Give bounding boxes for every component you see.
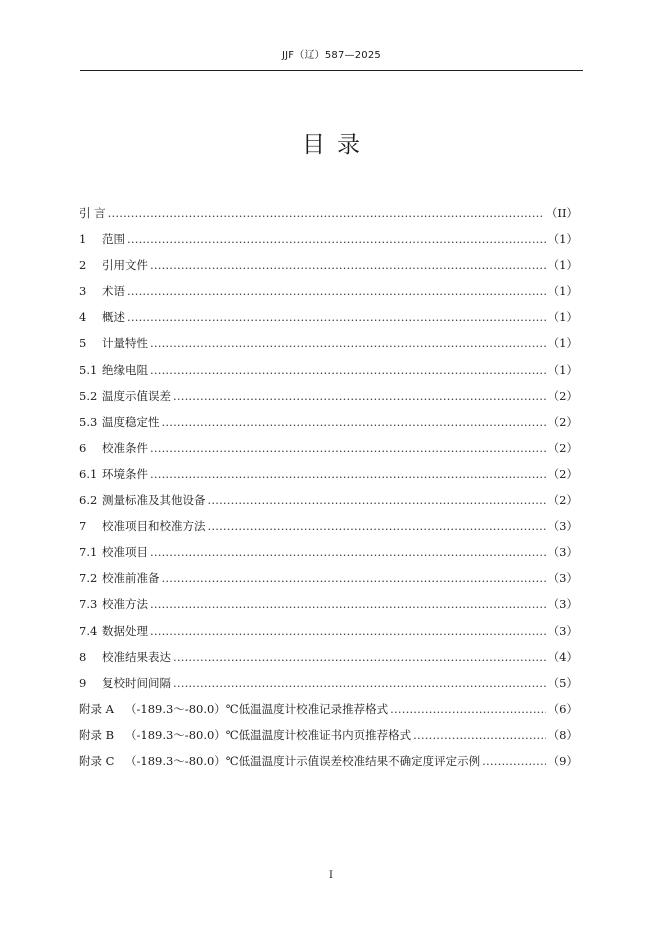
toc-entry-page: （4） bbox=[547, 649, 578, 664]
toc-entry-title: 校准项目 bbox=[102, 545, 148, 560]
toc-entry-page: （3） bbox=[547, 597, 578, 612]
toc-entry-number: 附录 B bbox=[79, 727, 115, 742]
toc-entry-page: （2） bbox=[547, 388, 578, 403]
toc-leader-dots bbox=[150, 545, 546, 559]
toc-leader-dots bbox=[127, 284, 546, 298]
toc-entry-number: 7.2 bbox=[79, 571, 98, 586]
toc-entry-page: （3） bbox=[547, 571, 578, 586]
page-title: 目录 bbox=[302, 132, 372, 158]
toc-entry-page: （5） bbox=[547, 675, 578, 690]
toc-entry-page: （3） bbox=[547, 623, 578, 638]
toc-entry[interactable] bbox=[79, 231, 578, 257]
toc-leader-dots bbox=[482, 754, 546, 768]
toc-entry[interactable] bbox=[79, 649, 578, 675]
toc-entry-number: 7 bbox=[79, 519, 87, 534]
toc-leader-dots bbox=[173, 650, 546, 664]
toc-entry[interactable] bbox=[79, 753, 578, 779]
toc-entry-title: 校准前准备 bbox=[102, 571, 160, 586]
toc-entry-page: （II） bbox=[545, 206, 578, 220]
toc-entry[interactable] bbox=[79, 466, 578, 492]
toc-entry-number: 8 bbox=[79, 649, 87, 664]
toc-entry-page: （1） bbox=[547, 362, 578, 377]
table-of-contents bbox=[79, 205, 578, 779]
toc-entry-page: （2） bbox=[547, 466, 578, 481]
toc-entry-page: （1） bbox=[547, 232, 578, 247]
toc-entry-number: 5 bbox=[79, 336, 87, 351]
toc-entry-title: 校准项目和校准方法 bbox=[102, 519, 206, 534]
toc-leader-dots bbox=[162, 571, 546, 585]
toc-entry-page: （8） bbox=[547, 727, 578, 742]
toc-entry-page: （2） bbox=[547, 440, 578, 455]
toc-entry-title: 数据处理 bbox=[102, 623, 148, 638]
toc-entry-page: （1） bbox=[547, 336, 578, 351]
page-number: I bbox=[329, 870, 333, 881]
toc-entry-title: 温度示值误差 bbox=[102, 388, 171, 403]
toc-entry-page: （2） bbox=[547, 414, 578, 429]
toc-entry-number: 引 言 bbox=[79, 206, 106, 220]
toc-entry-number: 7.3 bbox=[79, 597, 98, 612]
toc-entry[interactable] bbox=[79, 362, 578, 388]
toc-leader-dots bbox=[173, 389, 546, 403]
toc-entry-number: 4 bbox=[79, 310, 87, 325]
toc-entry-number: 附录 C bbox=[79, 753, 115, 768]
toc-entry[interactable] bbox=[79, 570, 578, 596]
toc-entry[interactable] bbox=[79, 596, 578, 622]
toc-entry-title: 校准方法 bbox=[102, 597, 148, 612]
document-code-header: JJF（辽）587—2025 bbox=[282, 50, 381, 61]
toc-leader-dots bbox=[127, 232, 546, 246]
toc-entry-title: 校准结果表达 bbox=[102, 649, 171, 664]
toc-entry[interactable] bbox=[79, 283, 578, 309]
toc-leader-dots bbox=[390, 702, 546, 716]
toc-entry-number: 6 bbox=[79, 440, 87, 455]
toc-leader-dots bbox=[413, 728, 546, 742]
toc-leader-dots bbox=[208, 519, 546, 533]
toc-entry-title: 范围 bbox=[102, 232, 125, 247]
toc-leader-dots bbox=[173, 676, 546, 690]
toc-entry[interactable] bbox=[79, 309, 578, 335]
toc-entry-number: 5.1 bbox=[79, 362, 98, 377]
toc-entry-page: （3） bbox=[547, 545, 578, 560]
toc-entry-title: 环境条件 bbox=[102, 466, 148, 481]
toc-leader-dots bbox=[150, 597, 546, 611]
toc-entry-title: 复校时间间隔 bbox=[102, 675, 171, 690]
toc-entry-number: 7.4 bbox=[79, 623, 98, 638]
toc-leader-dots bbox=[108, 206, 544, 220]
toc-entry-title: 术语 bbox=[102, 284, 125, 299]
toc-entry-number: 5.3 bbox=[79, 414, 98, 429]
toc-leader-dots bbox=[150, 624, 546, 638]
toc-entry[interactable] bbox=[79, 492, 578, 518]
toc-entry-number: 6.2 bbox=[79, 493, 98, 508]
toc-entry-title: 引用文件 bbox=[102, 258, 148, 273]
toc-entry-number: 5.2 bbox=[79, 388, 98, 403]
toc-entry-page: （9） bbox=[547, 753, 578, 768]
toc-leader-dots bbox=[162, 415, 546, 429]
toc-entry-title: （-189.3～-80.0）℃低温温度计示值误差校准结果不确定度评定示例 bbox=[125, 753, 481, 768]
toc-entry-page: （1） bbox=[547, 258, 578, 273]
toc-entry[interactable] bbox=[79, 675, 578, 701]
toc-leader-dots bbox=[150, 467, 546, 481]
toc-entry-page: （2） bbox=[547, 493, 578, 508]
toc-entry-title: 绝缘电阻 bbox=[102, 362, 148, 377]
toc-entry-title: 测量标准及其他设备 bbox=[102, 493, 206, 508]
toc-entry-title: 校准条件 bbox=[102, 440, 148, 455]
toc-entry[interactable] bbox=[79, 701, 578, 727]
toc-leader-dots bbox=[208, 493, 546, 507]
toc-entry[interactable] bbox=[79, 727, 578, 753]
toc-leader-dots bbox=[150, 258, 546, 272]
toc-entry-title: 概述 bbox=[102, 310, 125, 325]
toc-entry-page: （1） bbox=[547, 284, 578, 299]
toc-entry-number: 附录 A bbox=[79, 701, 114, 716]
toc-entry-title: 计量特性 bbox=[102, 336, 148, 351]
toc-entry[interactable] bbox=[79, 414, 578, 440]
toc-entry-title: 温度稳定性 bbox=[102, 414, 160, 429]
header-divider bbox=[80, 70, 583, 71]
toc-entry[interactable] bbox=[79, 544, 578, 570]
toc-entry[interactable] bbox=[79, 623, 578, 649]
toc-leader-dots bbox=[150, 441, 546, 455]
toc-entry[interactable] bbox=[79, 257, 578, 283]
toc-entry[interactable] bbox=[79, 440, 578, 466]
toc-entry[interactable] bbox=[79, 335, 578, 361]
toc-entry[interactable] bbox=[79, 205, 578, 231]
toc-leader-dots bbox=[127, 310, 546, 324]
toc-entry-page: （1） bbox=[547, 310, 578, 325]
toc-entry-page: （6） bbox=[547, 701, 578, 716]
toc-entry-title: （-189.3～-80.0）℃低温温度计校准记录推荐格式 bbox=[125, 701, 389, 716]
toc-leader-dots bbox=[150, 363, 546, 377]
toc-entry-number: 6.1 bbox=[79, 466, 98, 481]
toc-entry-number: 7.1 bbox=[79, 545, 98, 560]
toc-entry-page: （3） bbox=[547, 519, 578, 534]
toc-entry-number: 2 bbox=[79, 258, 87, 273]
toc-entry[interactable] bbox=[79, 388, 578, 414]
toc-leader-dots bbox=[150, 336, 546, 350]
toc-entry-number: 9 bbox=[79, 675, 87, 690]
toc-entry-number: 3 bbox=[79, 284, 87, 299]
toc-entry-number: 1 bbox=[79, 232, 87, 247]
toc-entry-title: （-189.3～-80.0）℃低温温度计校准证书内页推荐格式 bbox=[125, 727, 412, 742]
toc-entry[interactable] bbox=[79, 518, 578, 544]
